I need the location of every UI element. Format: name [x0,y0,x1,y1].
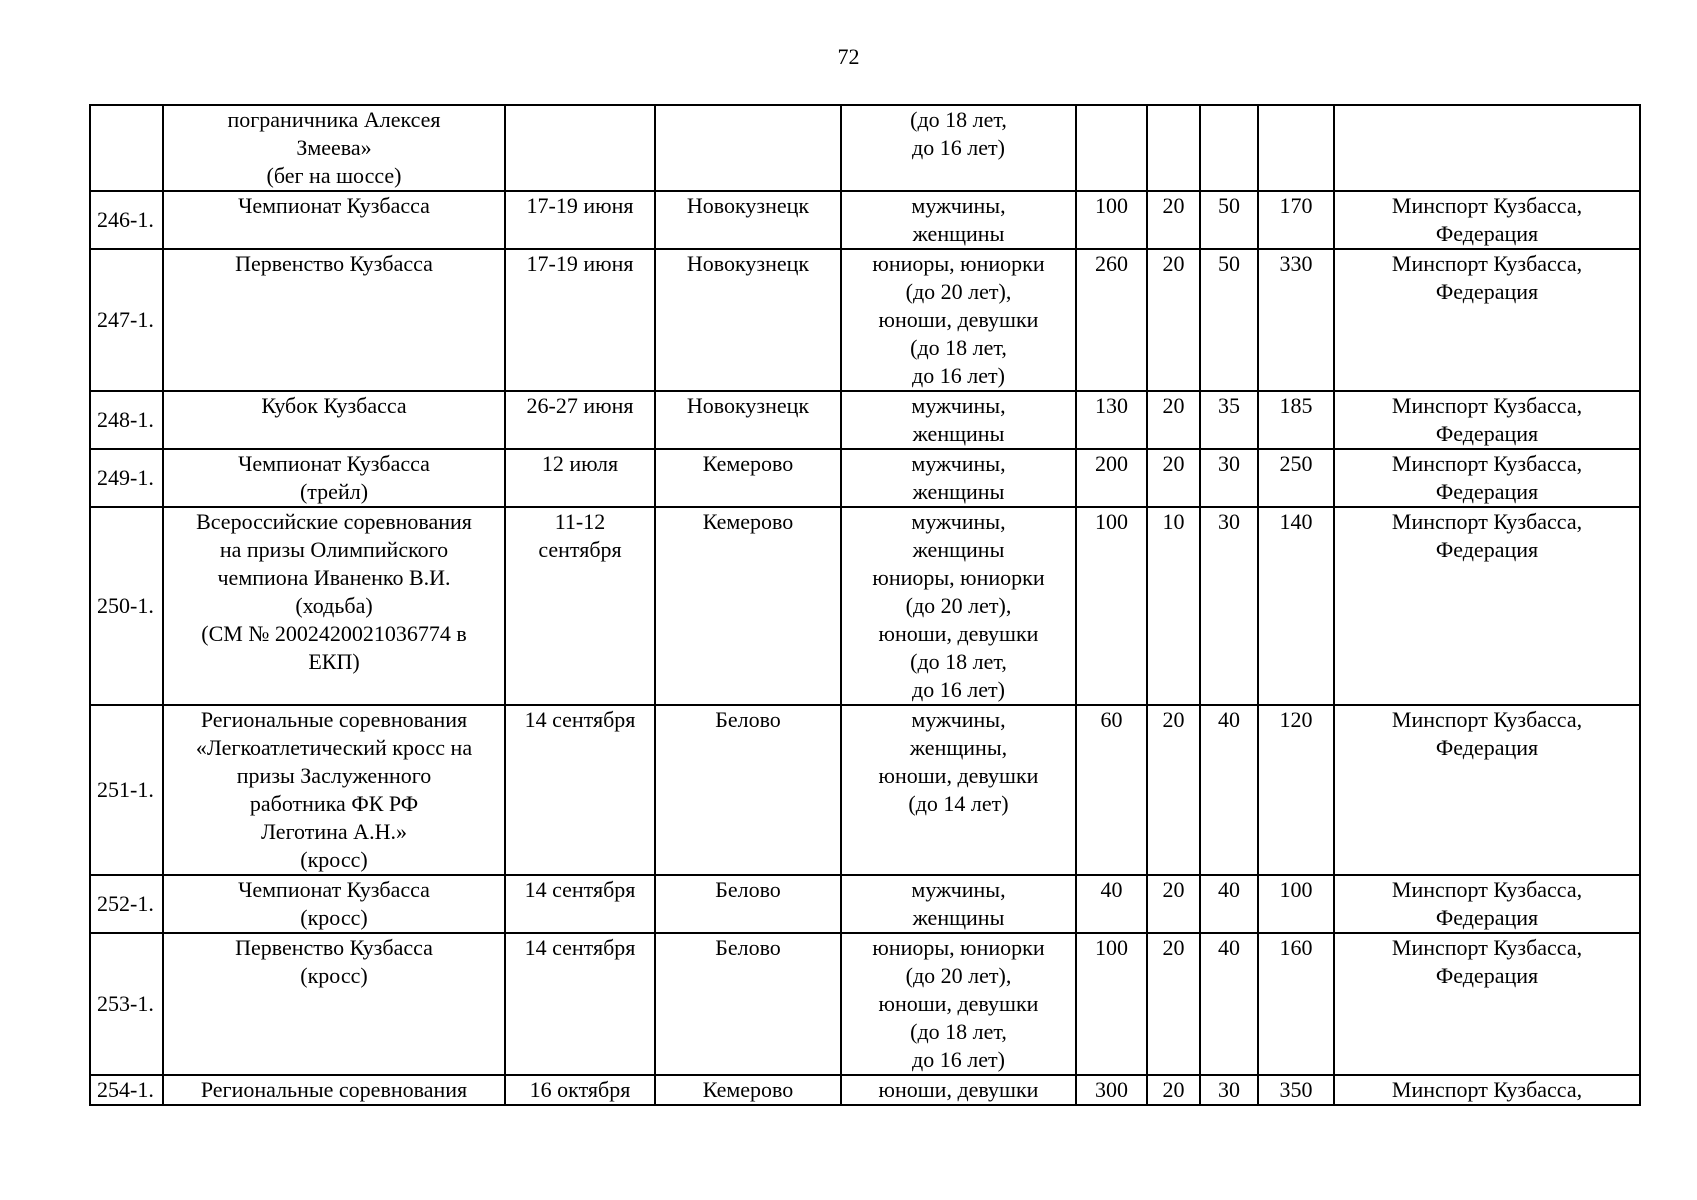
cell-line: Белово [715,707,781,732]
cell-c4: 250 [1258,449,1334,507]
cell-c3 [1200,105,1258,191]
cell-org [1334,105,1640,191]
cell-org [1334,507,1640,705]
cell-line: Кубок Кузбасса [261,393,407,418]
cell-line: до 16 лет) [912,677,1005,702]
cell-line: юноши, девушки [878,763,1039,788]
cell-c1: 200 [1076,449,1147,507]
cell-num: 250-1. [90,507,163,705]
cell-name [163,391,505,449]
cell-line: Минспорт Кузбасса, [1391,935,1583,960]
cell-line: (кросс) [300,963,368,988]
cell-place [655,705,841,875]
cell-c2: 20 [1147,191,1200,249]
cell-org [1334,391,1640,449]
cell-date [505,1075,655,1105]
table-row [90,105,1640,191]
cell-line: (кросс) [300,847,368,872]
table-row [90,1075,1640,1105]
cell-line: Кемерово [702,1077,794,1102]
cell-line: (до 18 лет, [910,649,1007,674]
cell-line: мужчины, [911,509,1006,534]
cell-line: Региональные соревнования [200,707,468,732]
cell-date [505,105,655,191]
cell-line: (до 14 лет) [908,791,1009,816]
cell-num: 253-1. [90,933,163,1075]
cell-line: женщины [912,421,1005,446]
cell-line: Федерация [1435,479,1539,504]
cell-line: Чемпионат Кузбасса [238,193,430,218]
cell-line: (бег на шоссе) [266,163,402,188]
cell-line: до 16 лет) [912,1047,1005,1072]
cell-place [655,449,841,507]
cell-line: 17-19 июня [526,193,634,218]
cell-line: юноши, девушки [878,1077,1039,1102]
cell-name [163,249,505,391]
cell-date [505,391,655,449]
cell-line: Белово [715,935,781,960]
cell-line: мужчины, [911,451,1006,476]
cell-c1: 100 [1076,507,1147,705]
cell-org [1334,705,1640,875]
cell-line: женщины [912,537,1005,562]
cell-line: 12 июля [541,451,619,476]
cell-name [163,933,505,1075]
cell-name [163,705,505,875]
cell-c3: 50 [1200,249,1258,391]
cell-name [163,507,505,705]
cell-line: (до 18 лет, [910,107,1007,132]
cell-c3: 50 [1200,191,1258,249]
cell-line: призы Заслуженного [236,763,432,788]
cell-c4: 350 [1258,1075,1334,1105]
cell-line: работника ФК РФ [249,791,419,816]
cell-line: до 16 лет) [912,135,1005,160]
cell-line: Кемерово [702,451,794,476]
cell-org [1334,191,1640,249]
cell-c4: 160 [1258,933,1334,1075]
cell-c2: 20 [1147,1075,1200,1105]
cell-line: 11-12 [554,509,606,534]
cell-line: юниоры, юниорки [872,251,1045,276]
cell-num: 251-1. [90,705,163,875]
cell-line: Чемпионат Кузбасса [238,451,430,476]
cell-num: 254-1. [90,1075,163,1105]
cell-line: (до 20 лет), [905,593,1012,618]
cell-date [505,933,655,1075]
cell-line: (до 18 лет, [910,335,1007,360]
cell-line: 14 сентября [524,877,636,902]
cell-org [1334,249,1640,391]
cell-c3: 30 [1200,1075,1258,1105]
cell-line: 14 сентября [524,707,636,732]
cell-line: юниоры, юниорки [872,935,1045,960]
cell-name [163,191,505,249]
cell-line: Новокузнецк [686,393,810,418]
cell-c3: 40 [1200,705,1258,875]
cell-date [505,875,655,933]
events-table [89,104,1641,1106]
cell-line: Змеева» [296,135,372,160]
cell-line: (до 18 лет, [910,1019,1007,1044]
cell-line: 17-19 июня [526,251,634,276]
cell-org [1334,933,1640,1075]
cell-line: Минспорт Кузбасса, [1391,1077,1583,1102]
cell-c2 [1147,105,1200,191]
cell-line: до 16 лет) [912,363,1005,388]
cell-line: Всероссийские соревнования [196,509,472,534]
cell-c1: 100 [1076,933,1147,1075]
cell-line: (СМ № 2002420021036774 в [201,621,467,646]
cell-c4: 330 [1258,249,1334,391]
cell-line: юноши, девушки [878,991,1039,1016]
cell-participants [841,249,1076,391]
cell-line: Минспорт Кузбасса, [1391,451,1583,476]
cell-num: 248-1. [90,391,163,449]
cell-participants [841,507,1076,705]
table-row [90,191,1640,249]
cell-place [655,191,841,249]
cell-c2: 20 [1147,449,1200,507]
cell-participants [841,391,1076,449]
cell-place [655,507,841,705]
cell-line: Федерация [1435,421,1539,446]
cell-line: 26-27 июня [526,393,634,418]
cell-line: Чемпионат Кузбасса [238,877,430,902]
cell-line: Минспорт Кузбасса, [1391,707,1583,732]
cell-c4: 185 [1258,391,1334,449]
cell-place [655,105,841,191]
cell-c3: 40 [1200,875,1258,933]
cell-c4: 100 [1258,875,1334,933]
table-row [90,249,1640,391]
cell-line: Минспорт Кузбасса, [1391,509,1583,534]
cell-line: женщины [912,905,1005,930]
cell-c2: 20 [1147,249,1200,391]
cell-date [505,191,655,249]
cell-line: женщины [912,479,1005,504]
cell-line: «Легкоатлетический кросс на [195,735,473,760]
cell-c4: 170 [1258,191,1334,249]
cell-participants [841,933,1076,1075]
cell-line: чемпиона Иваненко В.И. [217,565,451,590]
cell-participants [841,705,1076,875]
cell-date [505,705,655,875]
cell-c3: 40 [1200,933,1258,1075]
cell-participants [841,105,1076,191]
cell-line: Федерация [1435,537,1539,562]
cell-line: Федерация [1435,221,1539,246]
cell-org [1334,875,1640,933]
cell-c2: 20 [1147,875,1200,933]
cell-line: Первенство Кузбасса [235,935,433,960]
cell-line: Новокузнецк [686,251,810,276]
cell-c4 [1258,105,1334,191]
cell-line: Федерация [1435,905,1539,930]
cell-c2: 20 [1147,391,1200,449]
cell-c2: 20 [1147,933,1200,1075]
cell-num: 247-1. [90,249,163,391]
cell-line: юноши, девушки [878,307,1039,332]
cell-line: мужчины, [911,193,1006,218]
cell-c1: 40 [1076,875,1147,933]
cell-c3: 35 [1200,391,1258,449]
cell-line: Федерация [1435,963,1539,988]
cell-org [1334,1075,1640,1105]
cell-place [655,1075,841,1105]
cell-line: Минспорт Кузбасса, [1391,393,1583,418]
cell-line: на призы Олимпийского [219,537,449,562]
cell-num: 252-1. [90,875,163,933]
cell-place [655,933,841,1075]
cell-date [505,507,655,705]
table-row [90,449,1640,507]
cell-name [163,449,505,507]
cell-line: сентября [538,537,622,562]
cell-line: юниоры, юниорки [872,565,1045,590]
table-row [90,933,1640,1075]
cell-line: Новокузнецк [686,193,810,218]
cell-name [163,1075,505,1105]
cell-line: (кросс) [300,905,368,930]
cell-name [163,875,505,933]
cell-line: Первенство Кузбасса [235,251,433,276]
cell-date [505,449,655,507]
cell-line: (ходьба) [295,593,373,618]
cell-participants [841,449,1076,507]
table-row [90,391,1640,449]
cell-line: женщины, [909,735,1008,760]
cell-line: мужчины, [911,393,1006,418]
cell-line: юноши, девушки [878,621,1039,646]
cell-line: (до 20 лет), [905,279,1012,304]
cell-line: Региональные соревнования [200,1077,468,1102]
cell-line: Белово [715,877,781,902]
cell-name [163,105,505,191]
cell-line: мужчины, [911,877,1006,902]
cell-place [655,391,841,449]
cell-line: Кемерово [702,509,794,534]
cell-c3: 30 [1200,449,1258,507]
page-number: 72 [837,44,860,69]
cell-num: 249-1. [90,449,163,507]
cell-participants [841,191,1076,249]
cell-org [1334,449,1640,507]
cell-c1 [1076,105,1147,191]
cell-c1: 300 [1076,1075,1147,1105]
cell-participants [841,875,1076,933]
cell-c4: 140 [1258,507,1334,705]
cell-c1: 60 [1076,705,1147,875]
cell-num: 246-1. [90,191,163,249]
cell-line: (до 20 лет), [905,963,1012,988]
cell-line: 14 сентября [524,935,636,960]
cell-c2: 20 [1147,705,1200,875]
cell-line: женщины [912,221,1005,246]
cell-line: пограничника Алексея [227,107,441,132]
cell-line: Федерация [1435,735,1539,760]
cell-c1: 260 [1076,249,1147,391]
table-row [90,507,1640,705]
cell-c2: 10 [1147,507,1200,705]
cell-line: Минспорт Кузбасса, [1391,251,1583,276]
cell-place [655,875,841,933]
cell-c1: 130 [1076,391,1147,449]
cell-place [655,249,841,391]
table-row [90,705,1640,875]
cell-participants [841,1075,1076,1105]
cell-c1: 100 [1076,191,1147,249]
cell-num [90,105,163,191]
cell-line: мужчины, [911,707,1006,732]
cell-line: Минспорт Кузбасса, [1391,193,1583,218]
cell-c4: 120 [1258,705,1334,875]
cell-line: Федерация [1435,279,1539,304]
cell-line: ЕКП) [308,649,360,674]
table-row [90,875,1640,933]
cell-c3: 30 [1200,507,1258,705]
cell-line: 16 октября [529,1077,631,1102]
cell-line: Минспорт Кузбасса, [1391,877,1583,902]
cell-line: (трейл) [299,479,369,504]
cell-line: Леготина А.Н.» [261,819,407,844]
cell-date [505,249,655,391]
